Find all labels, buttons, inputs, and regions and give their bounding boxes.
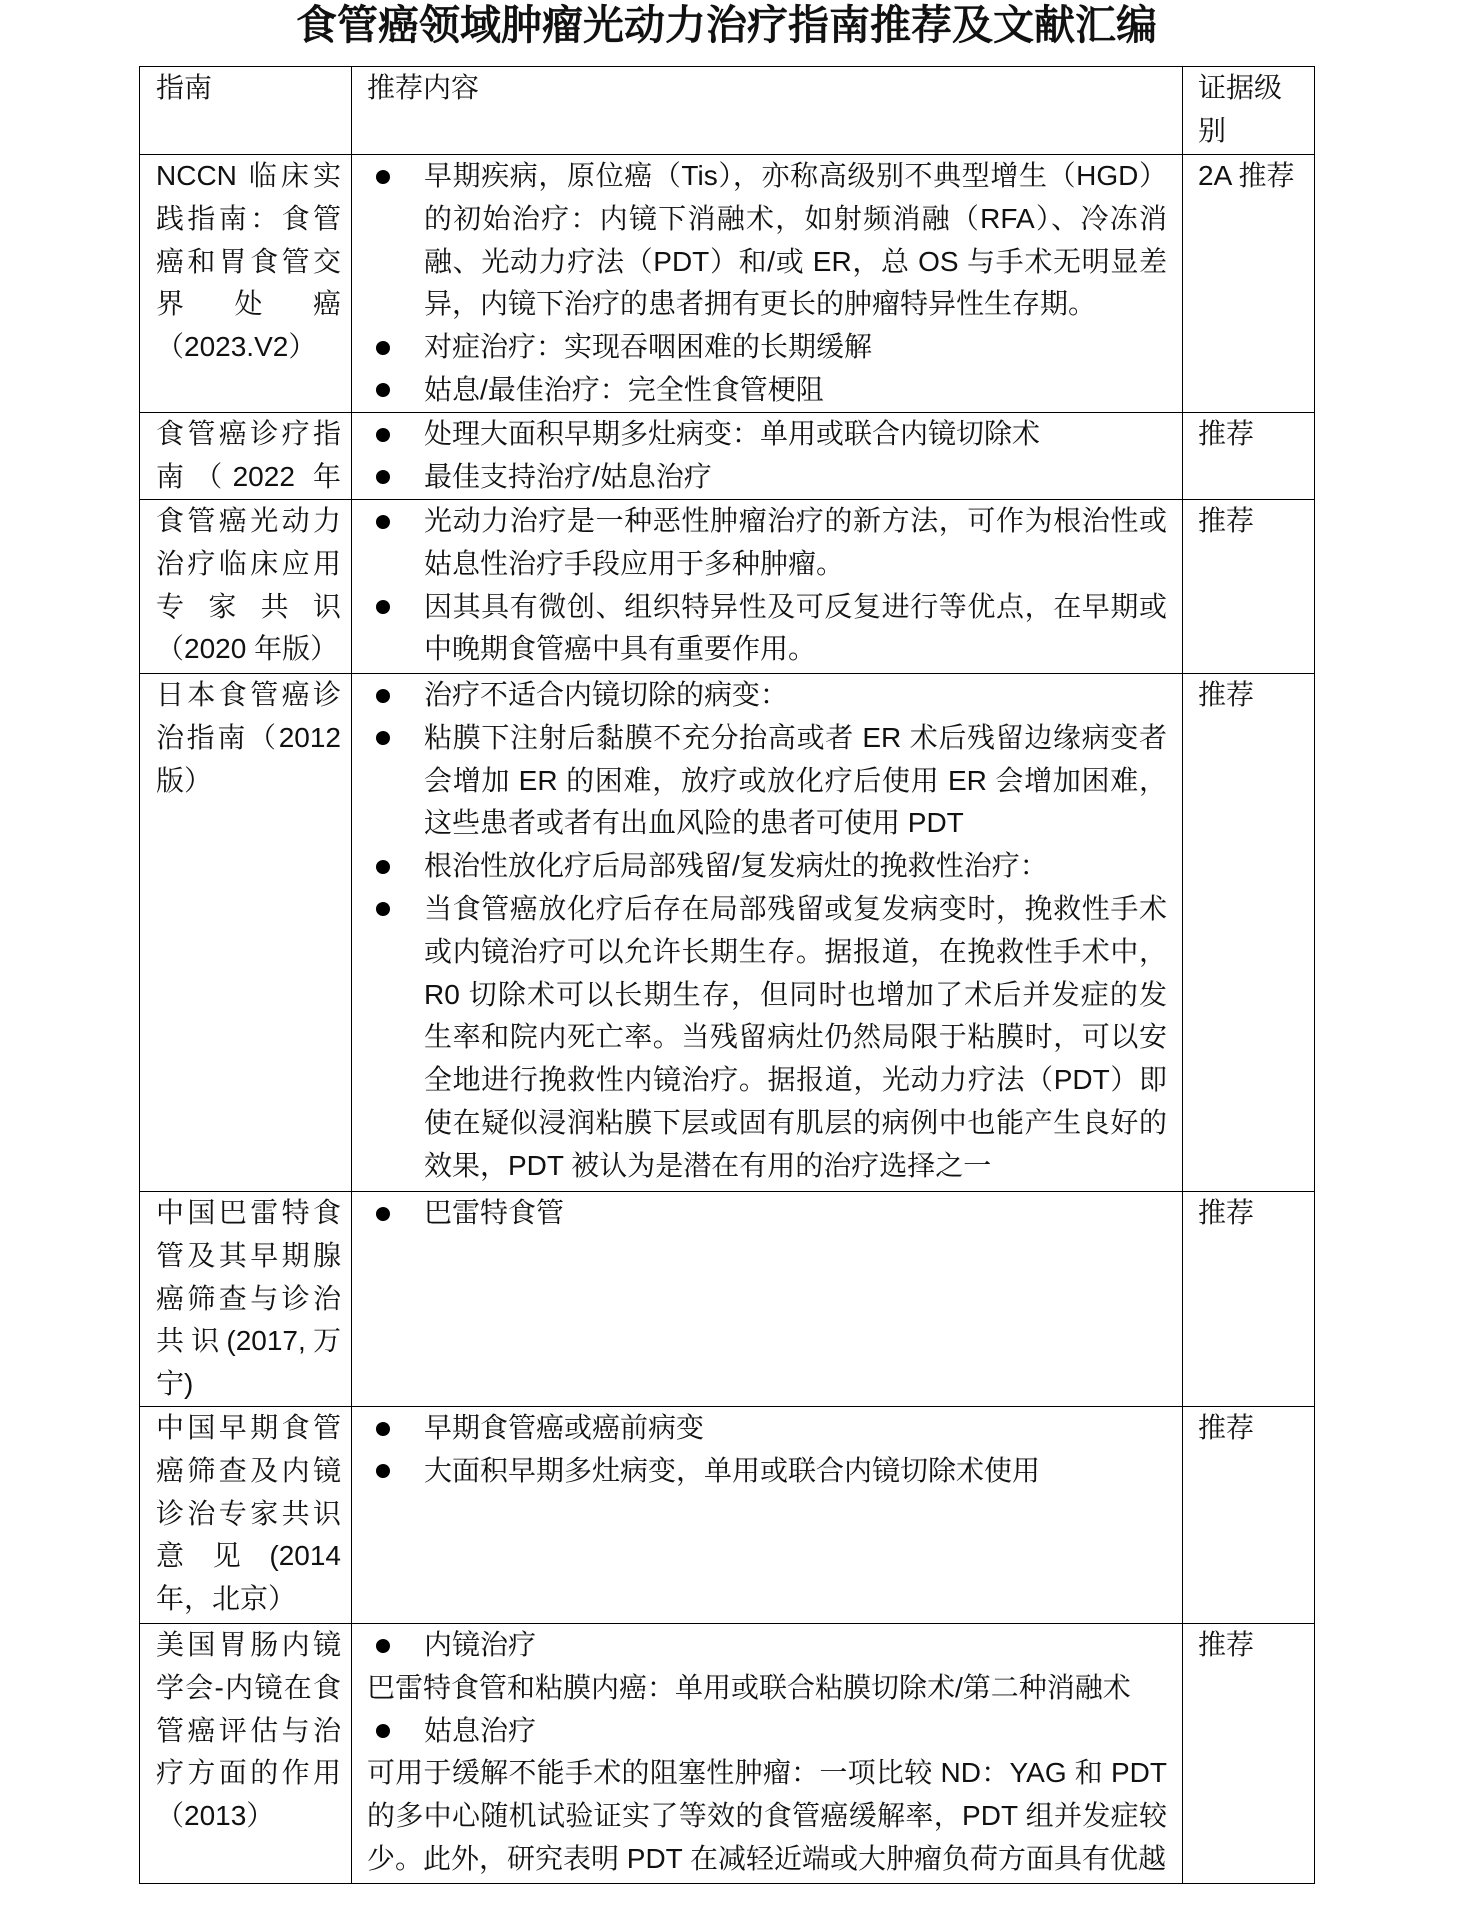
guideline-cell [140, 413, 352, 500]
recommendation-text: 根治性放化疗后局部残留/复发病灶的挽救性治疗： [424, 850, 1048, 882]
table-row [140, 413, 1315, 500]
guideline-name: 食管癌光动力治疗临床应用专家共识（2020 年版） [156, 505, 341, 665]
recommendation-list [352, 413, 1182, 499]
recommendation-item [367, 888, 1167, 1188]
guideline-table [139, 66, 1315, 1884]
recommendation-item [367, 1624, 1167, 1667]
recommendation-item [367, 1710, 1167, 1753]
guideline-cell [140, 1624, 352, 1884]
evidence-level: 推荐 [1198, 505, 1255, 536]
bullet-icon [376, 600, 390, 614]
recommendation-item [367, 674, 1167, 717]
recommendation-note: 巴雷特食管和粘膜内癌：单用或联合粘膜切除术/第二种消融术 [367, 1671, 1131, 1703]
recommendation-text: 最佳支持治疗/姑息治疗 [424, 460, 712, 492]
recommendation-list [352, 1192, 1182, 1406]
recommendation-text: 姑息/最佳治疗：完全性食管梗阻 [424, 373, 824, 405]
recommendation-item [367, 369, 1167, 412]
recommendation-cell [352, 155, 1183, 413]
recommendation-text: 内镜治疗 [424, 1629, 537, 1660]
header-guideline: 指南 [156, 72, 213, 103]
recommendation-text: 巴雷特食管 [424, 1197, 565, 1228]
guideline-name: 中国早期食管癌筛查及内镜诊治专家共识意见(2014 年，北京） [156, 1412, 341, 1615]
evidence-level: 推荐 [1198, 1412, 1255, 1443]
recommendation-text: 早期疾病，原位癌（Tis），亦称高级别不典型增生（HGD）的初始治疗：内镜下消融术，如射频消融（RFA）、冷冻消融、光动力疗法（PDT）和/或 ER，总 OS 与手术无明显差异，内镜下治疗的患者拥有更长的肿瘤特异性生存期。 [424, 160, 1167, 320]
recommendation-cell [352, 413, 1183, 500]
recommendation-cell [352, 500, 1183, 674]
recommendation-item [367, 413, 1167, 456]
guideline-name: 中国巴雷特食管及其早期腺癌筛查与诊治共识(2017,万宁) [156, 1197, 341, 1400]
bullet-icon [376, 1422, 390, 1436]
evidence-cell [1183, 1407, 1315, 1624]
guideline-cell [140, 500, 352, 674]
bullet-icon [376, 689, 390, 703]
recommendation-item [367, 586, 1167, 672]
evidence-cell [1183, 500, 1315, 674]
guideline-name: NCCN 临床实践指南：食管癌和胃食管交界处癌（2023.V2） [156, 160, 341, 363]
recommendation-text: 对症治疗：实现吞咽困难的长期缓解 [424, 331, 873, 363]
header-recommendation: 推荐内容 [367, 72, 480, 103]
recommendation-list [352, 500, 1182, 673]
table-row [140, 1407, 1315, 1624]
recommendation-text: 当食管癌放化疗后存在局部残留或复发病变时，挽救性手术或内镜治疗可以允许长期生存。据报道，在挽救性手术中，R0 切除术可以长期生存，但同时也增加了术后并发症的发生率和院内死亡率。当残留病灶仍然局限于粘膜时，可以安全地进行挽救性内镜治疗。据报道，光动力疗法（PDT）即使在疑似浸润粘膜下层或固有肌层的病例中也能产生良好的效果，PDT 被认为是潜在有用的治疗选择之一 [424, 892, 1167, 1181]
recommendation-text: 早期食管癌或癌前病变 [424, 1412, 705, 1443]
table-row [140, 155, 1315, 413]
recommendation-text: 处理大面积早期多灶病变：单用或联合内镜切除术 [424, 418, 1041, 449]
bullet-icon [376, 860, 390, 874]
evidence-level: 推荐 [1198, 418, 1255, 449]
bullet-icon [376, 1639, 390, 1653]
guideline-cell [140, 155, 352, 413]
recommendation-cell [352, 1407, 1183, 1624]
evidence-cell [1183, 413, 1315, 500]
recommendation-list [352, 674, 1182, 1191]
recommendation-text: 粘膜下注射后黏膜不充分抬高或者 ER 术后残留边缘病变者会增加 ER 的困难，放疗或放化疗后使用 ER 会增加困难，这些患者或者有出血风险的患者可使用 PDT [424, 721, 1167, 839]
recommendation-text: 因其具有微创、组织特异性及可反复进行等优点，在早期或中晚期食管癌中具有重要作用。 [424, 590, 1167, 665]
guideline-name: 美国胃肠内镜学会-内镜在食管癌评估与治疗方面的作用（2013） [156, 1629, 341, 1832]
recommendation-text: 治疗不适合内镜切除的病变： [424, 679, 789, 710]
bullet-icon [376, 1724, 390, 1738]
header-cell-evidence [1183, 67, 1315, 155]
table-row [140, 1624, 1315, 1884]
recommendation-cell [352, 1192, 1183, 1407]
header-cell-guideline [140, 67, 352, 155]
table-header-row [140, 67, 1315, 155]
recommendation-item [367, 500, 1167, 586]
bullet-icon [376, 1207, 390, 1221]
evidence-level: 推荐 [1198, 1629, 1255, 1660]
recommendation-text: 光动力治疗是一种恶性肿瘤治疗的新方法，可作为根治性或姑息性治疗手段应用于多种肿瘤。 [424, 505, 1167, 579]
recommendation-item [367, 326, 1167, 369]
recommendation-text: 姑息治疗 [424, 1714, 537, 1746]
recommendation-text: 大面积早期多灶病变，单用或联合内镜切除术使用 [424, 1454, 1041, 1486]
bullet-icon [376, 1464, 390, 1478]
bullet-icon [376, 341, 390, 355]
recommendation-note: 可用于缓解不能手术的阻塞性肿瘤：一项比较 ND：YAG 和 PDT 的多中心随机试验证实了等效的食管癌缓解率，PDT 组并发症较少。此外，研究表明 PDT 在减轻近端或大肿瘤负荷方面具有优越 [367, 1757, 1167, 1874]
page-title: 食管癌领域肿瘤光动力治疗指南推荐及文献汇编 [296, 1, 1157, 49]
bullet-icon [376, 383, 390, 397]
guideline-name: 食管癌诊疗指南（2022 年 [156, 418, 341, 492]
header-evidence: 证据级别 [1198, 72, 1283, 146]
evidence-cell [1183, 1624, 1315, 1884]
guideline-name: 日本食管癌诊治指南（2012 版） [156, 679, 341, 796]
bullet-icon [376, 731, 390, 745]
evidence-level: 推荐 [1198, 1197, 1255, 1228]
evidence-cell [1183, 155, 1315, 413]
guideline-cell [140, 1407, 352, 1624]
evidence-cell [1183, 674, 1315, 1192]
recommendation-list [352, 155, 1182, 412]
bullet-icon [376, 170, 390, 184]
header-cell-recommendation [352, 67, 1183, 155]
recommendation-cell [352, 1624, 1183, 1884]
bullet-icon [376, 428, 390, 442]
table-row [140, 674, 1315, 1192]
recommendation-item [367, 1407, 1167, 1450]
guideline-cell [140, 674, 352, 1192]
guideline-cell [140, 1192, 352, 1407]
evidence-cell [1183, 1192, 1315, 1407]
recommendation-item [367, 845, 1167, 888]
recommendation-cell [352, 674, 1183, 1192]
bullet-icon [376, 470, 390, 484]
bullet-icon [376, 902, 390, 916]
evidence-level: 推荐 [1198, 679, 1255, 710]
evidence-level: 2A 推荐 [1198, 160, 1295, 191]
recommendation-item [367, 1192, 1167, 1235]
recommendation-item [367, 1450, 1167, 1493]
recommendation-item [367, 456, 1167, 499]
recommendation-item [367, 717, 1167, 845]
bullet-icon [376, 515, 390, 529]
recommendation-list [352, 1407, 1182, 1623]
recommendation-list [352, 1624, 1182, 1883]
table-row [140, 1192, 1315, 1407]
table-row [140, 500, 1315, 674]
recommendation-item [367, 155, 1167, 326]
